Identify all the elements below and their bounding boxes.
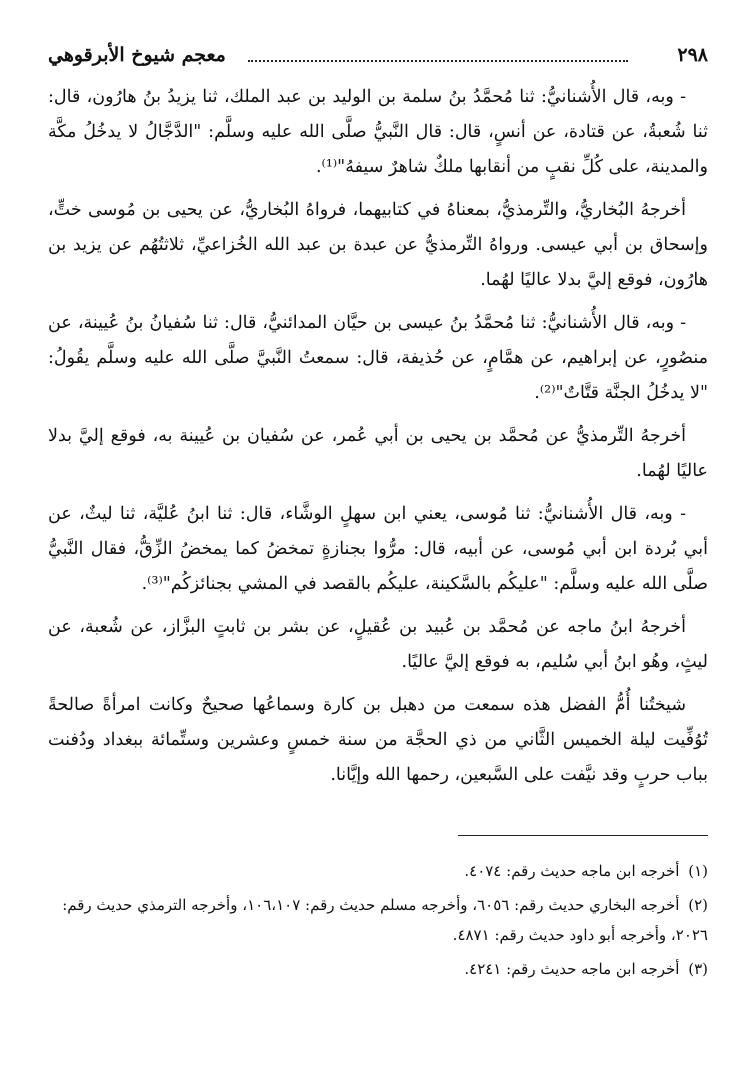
takhrij-paragraph-1: أخرجهُ البُخاريُّ، والتِّرمذيُّ، بمعناهُ في كتابيهما، فرواهُ البُخاريُّ، عن يحيى بن مُوسى ختٍّ، وإسحاق بن أبي عيسى. ورواهُ التِّرمذيُّ عن عبدة بن عبد الله الخُزاعيِّ، ثلاثتُهُم عن يزيد بن هارُون، فوقع إليَّ بدلا عاليًا لهُما. — [48, 200, 708, 290]
footnote-text: أخرجه ابن ماجه حديث رقم: ٤٢٤١. — [464, 960, 680, 978]
hadith-paragraph-2: - وبه، قال الأُشنانيُّ: ثنا مُحمَّدُ بنُ عيسى بن حيَّان المدائنيُّ، قال: ثنا سُفيانُ بنُ عُيينة، عن منصُورٍ، عن إبراهيم، عن همَّامٍ، عن حُذيفة، قال: سمعتُ النَّبيَّ صلَّى الله عليه وسلَّم يقُولُ: "لا يدخُلُ الجنَّة قتَّاتٌ"⁽²⁾. — [48, 313, 708, 403]
footnotes — [48, 836, 708, 984]
footnote-text: أخرجه ابن ماجه حديث رقم: ٤٠٧٤. — [464, 862, 680, 880]
page-number: ٢٩٨ — [677, 44, 708, 66]
takhrij-paragraph-2: أخرجهُ التِّرمذيُّ عن مُحمَّد بن يحيى بن أبي عُمر، عن سُفيان بن عُيينة به، فوقع إليَّ بدلا عاليًا لهُما. — [48, 426, 708, 481]
running-title: معجم شيوخ الأبرقوهي — [48, 44, 226, 66]
footnote-text: أخرجه البخاري حديث رقم: ٦٠٥٦، وأخرجه مسلم حديث رقم: ١٠٦،١٠٧، وأخرجه الترمذي حديث رقم: ٢٠٢٦، وأخرجه أبو داود حديث رقم: ٤٨٧١. — [62, 896, 708, 944]
hadith-paragraph-1: - وبه، قال الأُشنانيُّ: ثنا مُحمَّدُ بنُ سلمة بن الوليد بن عبد الملك، ثنا يزيدُ بنُ هارُون، قال: ثنا شُعبةُ، عن قتادة، عن أنسٍ، قال: قال النَّبيُّ صلَّى الله عليه وسلَّم: "الدَّجَّالُ لا يدخُلُ مكَّة والمدينة، على كُلِّ نقبٍ من أنقابها ملكٌ شاهرٌ سيفهُ"⁽¹⁾. — [48, 87, 708, 177]
footnote-separator — [458, 835, 708, 836]
book-page — [48, 40, 708, 1060]
footnote-number: (١) — [688, 862, 708, 880]
footnote-number: (٢) — [688, 896, 708, 914]
main-text — [48, 80, 708, 793]
takhrij-paragraph-3: أخرجهُ ابنُ ماجه عن مُحمَّد بن عُبيد بن عُقيلٍ، عن بشر بن ثابتٍ البزَّاز، عن شُعبة، عن ليثٍ، وهُو ابنُ أبي سُليم، به فوقع إليَّ عاليًا. — [48, 617, 708, 672]
hadith-paragraph-3: - وبه، قال الأُشنانيُّ: ثنا مُوسى، يعني ابن سهلٍ الوشَّاء، قال: ثنا ابنُ عُليَّة، ثنا ليثٌ، عن أبي بُردة ابن أبي مُوسى، عن أبيه، قال: مرُّوا بجنازةٍ تمخضُ كما يمخضُ الزِّقُّ، فقال النَّبيُّ صلَّى الله عليه وسلَّم: "عليكُم بالسَّكينة، عليكُم بالقصد في المشي بجنائزكُم"⁽³⁾. — [48, 504, 708, 594]
footnote-2 — [48, 890, 708, 950]
page-header — [48, 40, 708, 80]
footnote-3 — [48, 954, 708, 984]
footnote-1 — [48, 856, 708, 886]
footnote-number: (٣) — [688, 960, 708, 978]
biography-paragraph: شيختُنا أُمُّ الفضل هذه سمعت من دهبل بن كارة وسماعُها صحيحٌ وكانت امرأةً صالحةً تُوُفِّيت ليلة الخميس الثَّاني من ذي الحجَّة من سنة خمسٍ وعشرين وستِّمائة ببغداد ودُفنت بباب حربٍ وقد نيَّفت على السَّبعين، رحمها الله وإيَّانا. — [48, 695, 708, 785]
header-dotted-leader — [248, 46, 628, 62]
